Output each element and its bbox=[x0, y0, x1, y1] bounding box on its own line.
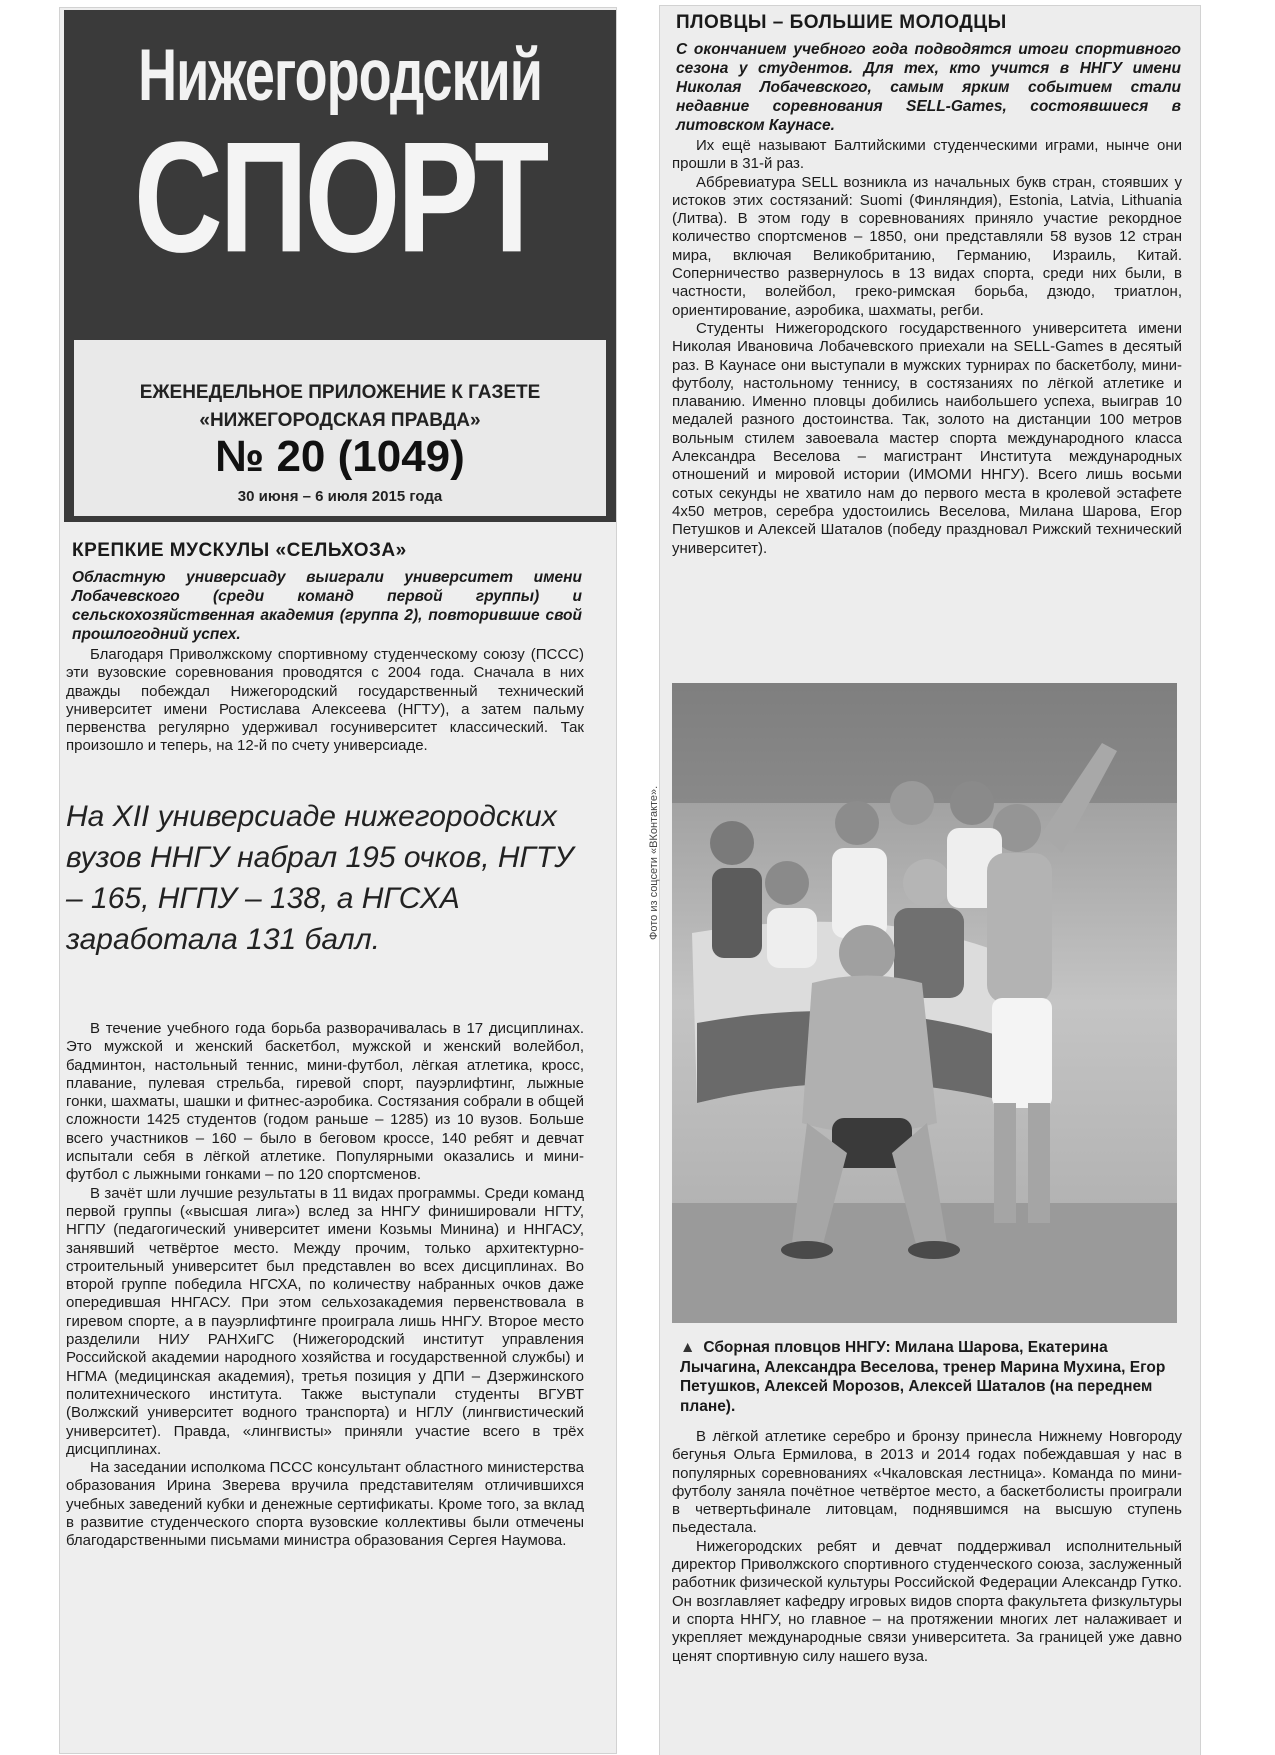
masthead-title: Нижегородский bbox=[138, 35, 542, 117]
caption-text: Сборная пловцов ННГУ: Милана Шарова, Екатерина Лычагина, Александра Веселова, тренер Марина Мухина, Егор Петушков, Алексей Морозов, Алексей Шаталов (на переднем плане). bbox=[680, 1339, 1166, 1415]
masthead-subtitle-paper: «НИЖЕГОРОДСКАЯ ПРАВДА» bbox=[199, 410, 481, 431]
left-article-intro bbox=[66, 646, 584, 756]
team-photo bbox=[672, 683, 1177, 1323]
left-article-headline: КРЕПКИЕ МУСКУЛЫ «СЕЛЬХОЗА» bbox=[72, 540, 407, 561]
masthead bbox=[64, 10, 616, 522]
paragraph: Их ещё называют Балтийскими студенческими играми, нынче они прошли в 31-й раз. bbox=[672, 137, 1182, 173]
issue-date: 30 июня – 6 июля 2015 года bbox=[237, 488, 443, 505]
masthead-info-panel bbox=[74, 340, 606, 516]
photo-caption bbox=[680, 1338, 1180, 1416]
right-article-body bbox=[672, 137, 1182, 558]
paragraph: Студенты Нижегородского государственного университета имени Николая Ивановича Лобачевского приехали на SELL-Games в десятый раз. В Каунасе они выступали в мужских турнирах по баскетболу, мини-футболу, настольному теннису, в состязаниях по лёгкой атлетике и плаванию. Именно пловцы добились наибольшего успеха, выиграв 10 медалей разного достоинства. Так, золото на дистанции 100 метров вольным стилем завоевала мастер спорта международного класса Александра Веселова – магистрант Института международных отношений и мировой истории (ИМОМИ ННГУ). Всего лишь восьми сотых секунды не хватило нам до первого места в кролевой эстафете 4х50 метров, серебра удостоились Веселова, Милана Шарова, Егор Петушков и Алексей Шаталов (победу праздновал Рижский технический университет). bbox=[672, 319, 1182, 557]
pullquote: На XII универсиаде нижегородских вузов ННГУ набрал 195 очков, НГТУ – 165, НГПУ – 138, а НГСХА заработала 131 балл. bbox=[66, 800, 574, 956]
left-article-lede: Областную универсиаду выиграли университет имени Лобачевского (среди команд первой группы) и сельскохозяйственная академия (группа 2), повторившие свой прошлогодний успех. bbox=[72, 569, 582, 643]
team-photo-illustration bbox=[672, 683, 1177, 1323]
paragraph: Благодаря Приволжскому спортивному студенческому союзу (ПССС) эти вузовские соревнования проводятся с 2004 года. Сначала в них дважды побеждал Нижегородский государственный технический университет имени Ростислава Алексеева (НГТУ), а затем пальму первенства регулярно удерживал госуниверситет классический. Так произошло и теперь, на 12-й по счету универсиаде. bbox=[66, 646, 584, 755]
photo-credit: Фото из соцсети «ВКонтакте». bbox=[648, 785, 660, 940]
caption-triangle-icon: ▲ bbox=[680, 1339, 696, 1356]
masthead-sport: СПОРТ bbox=[133, 108, 547, 285]
issue-number: № 20 (1049) bbox=[215, 432, 465, 481]
masthead-subtitle: ЕЖЕНЕДЕЛЬНОЕ ПРИЛОЖЕНИЕ К ГАЗЕТЕ bbox=[139, 382, 541, 403]
paragraph: На заседании исполкома ПССС консультант областного министерства образования Ирина Зверева вручила представителям отличившихся учебных заведений кубки и денежные сертификаты. Кроме того, за вклад в развитие студенческого спорта вузовские коллективы были отмечены благодарственными письмами министра образования Сергея Наумова. bbox=[66, 1459, 584, 1550]
paragraph: В течение учебного года борьба разворачивалась в 17 дисциплинах. Это мужской и женский баскетбол, мужской и женский волейбол, бадминтон, настольный теннис, мини-футбол, лёгкая атлетика, кросс, плавание, пулевая стрельба, гиревой спорт, пауэрлифтинг, лыжные гонки, шахматы, шашки и фитнес-аэробика. Состязания собрали в общей сложности 1425 студентов (годом раньше – 1285) из 10 вузов. Больше всего участников – 160 – было в беговом кроссе, 140 ребят и девчат испытали себя в лёгкой атлетике. Популярными оказались и мини-футбол с лыжными гонками – по 120 спортсменов. bbox=[66, 1020, 584, 1184]
paragraph: В лёгкой атлетике серебро и бронзу принесла Нижнему Новгороду бегунья Ольга Ермилова, в 2013 и 2014 годах побеждавшая у нас в популярных соревнованиях «Чкаловская лестница». Команда по мини-футболу заняла почётное четвёртое место, а баскетболисты проиграли в четвертьфинале литовцам, поднявшимся на высшую ступень пьедестала. bbox=[672, 1428, 1182, 1537]
right-article-headline: ПЛОВЦЫ – БОЛЬШИЕ МОЛОДЦЫ bbox=[676, 12, 1007, 33]
paragraph: Нижегородских ребят и девчат поддерживал исполнительный директор Приволжского спортивного студенческого союза, заслуженный работник физической культуры Российской Федерации Александр Гутко. Он возглавляет кафедру игровых видов спорта факультета физкультуры и спорта ННГУ, но главное – на протяжении многих лет налаживает и укрепляет международные связи университета. За границей уже давно ценят спортивную силу нашего вуза. bbox=[672, 1537, 1182, 1665]
right-article-lede: С окончанием учебного года подводятся итоги спортивного сезона у студентов. Для тех, кто учится в ННГУ имени Николая Лобачевского, самым ярким событием стали недавние соревнования SELL-Games, состоявшиеся в литовском Каунасе. bbox=[676, 41, 1181, 134]
paragraph: В зачёт шли лучшие результаты в 11 видах программы. Среди команд первой группы («высшая лига») вслед за ННГУ финишировали НГТУ, НГПУ (педагогический университет имени Козьмы Минина) и ННГАСУ, занявший четвёртое место. Между прочим, только архитектурно-строительный университет был представлен во всех дисциплинах. Во второй группе победила НГСХА, по количеству набранных очков даже опередившая ННГАСУ. При этом сельхозакадемия первенствовала в гиревом спорте, а в пауэрлифтинге проиграла лишь ННГУ. Второе место разделили НИУ РАНХиГС (Нижегородский институт управления Российской академии народного хозяйства и государственной службы) и НГМА (медицинская академия), третья позиция у ДПИ – Дзержинского политехнического института. Также выступали студенты ВГУВТ (Волжский университет водного транспорта) и НГЛУ (лингвистический университет). Правда, «лингвисты» приняли участие всего в трёх дисциплинах. bbox=[66, 1184, 584, 1458]
left-article-body bbox=[66, 1020, 584, 1551]
right-article-body-after-photo bbox=[672, 1428, 1182, 1666]
paragraph: Аббревиатура SELL возникла из начальных букв стран, стоявших у истоков этих состязаний: Suomi (Финляндия), Estonia, Latvia, Lithuania (Литва). В этом году в соревнованиях приняло участие рекордное количество спортсменов – 1850, они представляли 58 вузов 12 стран мира, включая Великобританию, Германию, Израиль, Китай. Соперничество развернулось в 13 видах спорта, среди них были, в частности, волейбол, греко-римская борьба, дзюдо, триатлон, ориентирование, аэробика, шахматы, регби. bbox=[672, 173, 1182, 319]
